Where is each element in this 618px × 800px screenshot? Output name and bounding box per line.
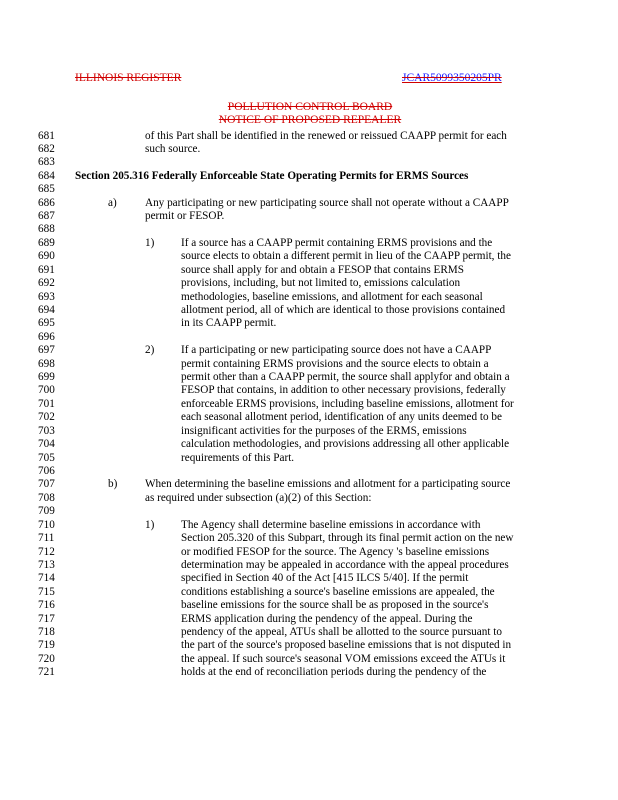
- line-text: specified in Section 40 of the Act [415 ILCS 5/40]. If the permit: [181, 572, 469, 585]
- document-line: [0, 291, 618, 304]
- document-line: [0, 425, 618, 438]
- line-number: 700: [38, 384, 55, 397]
- document-line: [0, 599, 618, 612]
- document-line: [0, 505, 618, 518]
- list-label: b): [108, 478, 118, 491]
- list-label: 1): [145, 518, 155, 531]
- line-number: 703: [38, 424, 55, 437]
- line-number: 707: [38, 478, 55, 491]
- document-line: [0, 371, 618, 384]
- line-number: 704: [38, 438, 55, 451]
- line-number: 706: [38, 465, 55, 477]
- document-line: [0, 331, 618, 344]
- jcar-code-link[interactable]: JCAR5099350205PR: [402, 72, 502, 84]
- line-number: 687: [38, 210, 55, 223]
- line-number: 716: [38, 599, 55, 612]
- line-number: 710: [38, 518, 55, 531]
- line-text: enforceable ERMS provisions, including baseline emissions, allotment for: [181, 397, 514, 410]
- line-number: 693: [38, 290, 55, 303]
- document-line: [0, 304, 618, 317]
- document-line: [0, 653, 618, 666]
- line-text: source shall apply for and obtain a FESOP that contains ERMS: [181, 263, 464, 276]
- document-line: [0, 572, 618, 585]
- document-line: [0, 358, 618, 371]
- document-line: [0, 546, 618, 559]
- document-line: [0, 277, 618, 290]
- line-number: 715: [38, 585, 55, 598]
- line-number: 718: [38, 626, 55, 639]
- line-text: permit containing ERMS provisions and the source elects to obtain a: [181, 357, 489, 370]
- line-text: baseline emissions for the source shall be as proposed in the source's: [181, 599, 489, 612]
- line-number: 695: [38, 317, 55, 330]
- line-text: permit or FESOP.: [145, 210, 225, 223]
- document-line: [0, 210, 618, 223]
- line-number: 702: [38, 411, 55, 424]
- document-line: [0, 626, 618, 639]
- list-label: 2): [145, 344, 155, 357]
- line-number: 705: [38, 451, 55, 464]
- section-heading: Section 205.316 Federally Enforceable State Operating Permits for ERMS Sources: [75, 169, 469, 182]
- line-text: If a participating or new participating source does not have a CAAPP: [181, 344, 492, 357]
- line-number: 688: [38, 223, 55, 236]
- line-text: of this Part shall be identified in the renewed or reissued CAAPP permit for each: [145, 129, 507, 142]
- line-text: such source.: [145, 142, 201, 155]
- document-line: [0, 411, 618, 424]
- line-text: source elects to obtain a different permit in lieu of the CAAPP permit, the: [181, 250, 511, 263]
- document-line: [0, 143, 618, 156]
- line-text: holds at the end of reconciliation periods during the pendency of the: [181, 666, 487, 679]
- list-label: 1): [145, 236, 155, 249]
- line-number: 701: [38, 397, 55, 410]
- line-number: 721: [38, 666, 55, 679]
- document-line: [0, 237, 618, 250]
- document-line: [0, 317, 618, 330]
- line-number: 714: [38, 572, 55, 585]
- line-text: When determining the baseline emissions and allotment for a participating source: [145, 478, 511, 491]
- line-text: permit other than a CAAPP permit, the source shall applyfor and obtain a: [181, 371, 510, 384]
- line-text: allotment period, all of which are identical to those provisions contained: [181, 303, 506, 316]
- line-number: 686: [38, 196, 55, 209]
- line-text: Section 205.320 of this Subpart, through its final permit action on the new: [181, 532, 514, 545]
- document-line: [0, 532, 618, 545]
- line-text: conditions establishing a source's baseline emissions are appealed, the: [181, 585, 495, 598]
- register-header: ILLINOIS REGISTER: [75, 72, 182, 84]
- document-line: [0, 130, 618, 143]
- document-line: [0, 465, 618, 478]
- board-title: POLLUTION CONTROL BOARD: [227, 101, 393, 113]
- line-number: 720: [38, 652, 55, 665]
- document-line: [0, 492, 618, 505]
- line-number: 685: [38, 183, 55, 196]
- document-line: [0, 438, 618, 451]
- line-text: provisions, including, but not limited to, emissions calculation: [181, 277, 461, 290]
- document-line: [0, 223, 618, 236]
- line-text: requirements of this Part.: [181, 451, 295, 464]
- document-line: [0, 398, 618, 411]
- line-text: each seasonal allotment period, identification of any units deemed to be: [181, 411, 502, 424]
- line-number: 709: [38, 505, 55, 518]
- line-number: 683: [38, 156, 55, 169]
- line-number: 684: [38, 169, 55, 182]
- document-line: [0, 452, 618, 465]
- document-line: [0, 156, 618, 169]
- line-number: 689: [38, 236, 55, 249]
- line-text: in its CAAPP permit.: [181, 317, 277, 330]
- line-text: methodologies, baseline emissions, and allotment for each seasonal: [181, 290, 483, 303]
- document-line: [0, 250, 618, 263]
- document-line: [0, 478, 618, 491]
- line-number: 711: [38, 532, 55, 545]
- line-number: 719: [38, 639, 55, 652]
- line-number: 691: [38, 263, 55, 276]
- document-line: [0, 384, 618, 397]
- line-number: 690: [38, 250, 55, 263]
- line-number: 692: [38, 277, 55, 290]
- line-number: 694: [38, 303, 55, 316]
- line-text: ERMS application during the pendency of the appeal. During the: [181, 612, 473, 625]
- line-number: 699: [38, 371, 55, 384]
- line-text: or modified FESOP for the source. The Agency 's baseline emissions: [181, 545, 490, 558]
- line-text: The Agency shall determine baseline emissions in accordance with: [181, 518, 481, 531]
- line-text: FESOP that contains, in addition to other necessary provisions, federally: [181, 384, 506, 397]
- line-number: 698: [38, 357, 55, 370]
- line-text: pendency of the appeal, ATUs shall be allotted to the source pursuant to: [181, 626, 502, 639]
- document-line: [0, 344, 618, 357]
- line-text: as required under subsection (a)(2) of this Section:: [145, 491, 372, 504]
- line-number: 697: [38, 344, 55, 357]
- document-line: [0, 639, 618, 652]
- line-text: the part of the source's proposed baseline emissions that is not disputed in: [181, 639, 512, 652]
- line-text: the appeal. If such source's seasonal VOM emissions exceed the ATUs it: [181, 652, 506, 665]
- document-line: [0, 197, 618, 210]
- line-text: calculation methodologies, and provisions addressing all other applicable: [181, 438, 510, 451]
- line-text: insignificant activities for the purposes of the ERMS, emissions: [181, 424, 467, 437]
- document-line: [0, 586, 618, 599]
- line-text: determination may be appealed in accordance with the appeal procedures: [181, 558, 509, 571]
- line-number: 712: [38, 545, 55, 558]
- document-line: [0, 183, 618, 196]
- line-number: 681: [38, 129, 55, 142]
- notice-title: NOTICE OF PROPOSED REPEALER: [218, 114, 402, 126]
- line-number: 713: [38, 558, 55, 571]
- document-line: [0, 519, 618, 532]
- document-line: [0, 170, 618, 183]
- list-label: a): [108, 196, 117, 209]
- document-line: [0, 559, 618, 572]
- line-text: Any participating or new participating source shall not operate without a CAAPP: [145, 196, 509, 209]
- line-number: 708: [38, 491, 55, 504]
- document-line: [0, 264, 618, 277]
- document-line: [0, 666, 618, 679]
- line-number: 696: [38, 330, 55, 343]
- line-number: 717: [38, 612, 55, 625]
- line-number: 682: [38, 142, 55, 155]
- line-text: If a source has a CAAPP permit containing ERMS provisions and the: [181, 236, 493, 249]
- document-line: [0, 613, 618, 626]
